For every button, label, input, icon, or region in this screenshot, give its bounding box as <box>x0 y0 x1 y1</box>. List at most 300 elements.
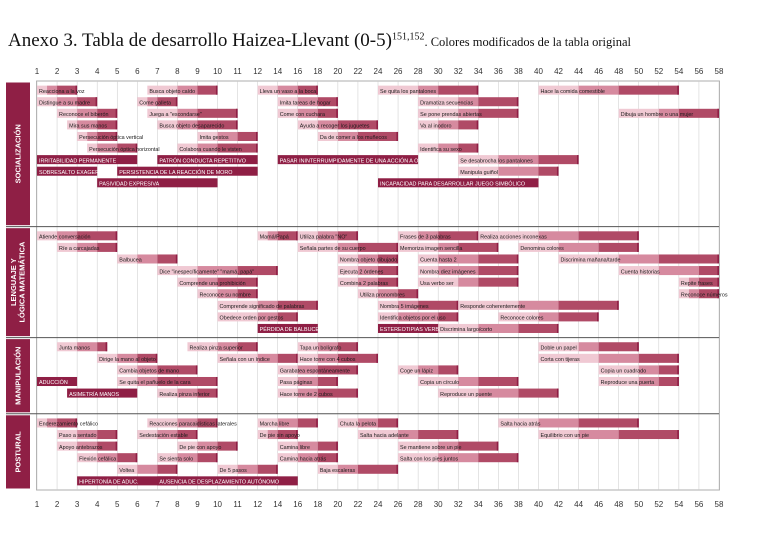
x-tick-label-bottom: 5 <box>115 500 120 509</box>
milestone-label: Copia un cuadrado <box>600 368 647 375</box>
milestone-end-marker <box>336 442 338 451</box>
x-tick-label-top: 2 <box>54 67 60 76</box>
x-tick-label-top: 12 <box>253 67 263 76</box>
milestone-band <box>97 243 117 252</box>
milestone-band <box>458 377 478 386</box>
milestone-end-marker <box>557 324 559 333</box>
x-tick-label-top: 46 <box>594 67 604 76</box>
x-tick-label-bottom: 50 <box>634 500 644 509</box>
milestone-label: Imita gestos <box>199 135 229 142</box>
milestone-band <box>197 453 217 462</box>
alarm-label: INCAPACIDAD PARA DESARROLLAR JUEGO SIMBÓLICO <box>380 181 526 188</box>
milestone-end-marker <box>557 167 559 176</box>
milestone-label: Nombra 5 imágenes <box>380 304 429 311</box>
alarm-label: PERSISTENCIA DE LA REACCIÓN DE MORO <box>119 169 233 176</box>
milestone-end-marker <box>677 430 679 439</box>
milestone-band <box>238 132 258 141</box>
milestone-end-marker <box>156 354 158 363</box>
milestone-end-marker <box>256 132 258 141</box>
milestone-band <box>659 266 699 275</box>
milestone-label: Chuta la pelota <box>339 421 377 428</box>
milestone-end-marker <box>637 342 639 351</box>
x-tick-label-bottom: 42 <box>554 500 563 509</box>
milestone-band <box>197 109 237 118</box>
milestone-end-marker <box>316 418 318 427</box>
milestone-label: Usa verbo ser <box>420 280 454 287</box>
milestone-end-marker <box>216 453 218 462</box>
x-tick-label-bottom: 36 <box>493 500 503 509</box>
section-label-line: MANIPULACIÓN <box>13 346 23 405</box>
milestone-band <box>478 377 518 386</box>
milestone-band <box>318 377 338 386</box>
milestone-label: Reconoce colores <box>500 315 544 322</box>
x-tick-label-bottom: 40 <box>534 500 543 509</box>
milestone-label: Reproduce un puente <box>440 391 493 398</box>
milestone-end-marker <box>376 120 378 129</box>
milestone-label: De 5 pasos <box>219 467 247 474</box>
milestone-band <box>498 167 538 176</box>
milestone-label: Utiliza pronombres <box>359 292 405 299</box>
milestone-band <box>318 442 338 451</box>
milestone-end-marker <box>457 365 459 374</box>
x-tick-label-bottom: 7 <box>155 500 160 509</box>
x-tick-label-bottom: 32 <box>453 500 463 509</box>
milestone-label: Tapa un bolígrafo <box>299 345 342 352</box>
milestone-end-marker <box>517 377 519 386</box>
milestone-band <box>478 109 518 118</box>
milestone-label: Combina 2 palabras <box>339 280 389 287</box>
x-tick-label-top: 50 <box>634 67 644 76</box>
x-tick-label-bottom: 12 <box>253 500 263 509</box>
milestone-end-marker <box>477 144 479 153</box>
milestone-band <box>478 266 518 275</box>
x-tick-label-top: 52 <box>654 67 664 76</box>
milestone-label: Comprende significado de palabras <box>219 304 305 311</box>
milestone-end-marker <box>617 301 619 310</box>
x-tick-label-bottom: 1 <box>34 500 40 509</box>
x-tick-label-top: 8 <box>175 67 180 76</box>
milestone-label: Salta hacia atrás <box>500 421 541 428</box>
alarm-label: AUSENCIA DE DESPLAZAMIENTO AUTÓNOMO <box>159 479 280 486</box>
milestone-label: Salta hacia adelante <box>359 433 409 440</box>
milestone-end-marker <box>457 430 459 439</box>
milestone-end-marker <box>276 465 278 474</box>
milestone-band <box>478 278 518 287</box>
milestone-label: Se pone prendas abiertas <box>420 112 482 119</box>
milestone-band <box>538 155 578 164</box>
milestone-label: Cuenta historias <box>620 269 660 276</box>
milestone-end-marker <box>557 389 559 398</box>
milestone-end-marker <box>677 86 679 95</box>
milestone-label: Se desabrocha los pantalones <box>460 158 533 165</box>
milestone-band <box>137 465 157 474</box>
milestone-end-marker <box>176 465 178 474</box>
x-tick-label-top: 36 <box>493 67 503 76</box>
x-tick-label-bottom: 26 <box>393 500 403 509</box>
milestone-end-marker <box>336 453 338 462</box>
milestone-end-marker <box>336 109 338 118</box>
milestone-label: Discrimina mañana/tarde <box>560 257 621 264</box>
milestone-band <box>599 354 639 363</box>
milestone-band <box>458 442 498 451</box>
milestone-end-marker <box>717 254 719 263</box>
milestone-band <box>298 418 318 427</box>
milestone-end-marker <box>276 266 278 275</box>
x-tick-label-bottom: 16 <box>293 500 303 509</box>
milestone-band <box>197 86 217 95</box>
milestone-label: Imita tareas de hogar <box>279 100 331 107</box>
milestone-end-marker <box>717 278 719 287</box>
alarm-label: ADUCCIÓN <box>39 380 68 387</box>
milestone-band <box>579 231 639 240</box>
milestone-band <box>518 324 558 333</box>
milestone-label: Nombra diez imágenes <box>420 269 476 276</box>
milestone-label: Reconoce números <box>680 292 728 299</box>
milestone-end-marker <box>316 301 318 310</box>
alarm-label: ASIMETRÍA MANOS <box>69 391 120 398</box>
milestone-band <box>478 254 518 263</box>
x-tick-label-top: 18 <box>313 67 323 76</box>
milestone-end-marker <box>116 109 118 118</box>
milestone-label: Reproduce una puerta <box>600 380 655 387</box>
milestone-end-marker <box>517 266 519 275</box>
milestone-label: Paso a sentado <box>59 433 97 440</box>
x-tick-label-bottom: 20 <box>333 500 343 509</box>
milestone-label: Mira sus manos <box>69 123 108 130</box>
x-tick-label-top: 32 <box>453 67 463 76</box>
milestone-end-marker <box>517 278 519 287</box>
milestone-end-marker <box>717 109 719 118</box>
milestone-label: Señala partes de su cuerpo <box>299 246 366 253</box>
milestone-label: Se quita los pantalones <box>380 88 437 95</box>
milestone-end-marker <box>236 120 238 129</box>
milestone-label: Denomina colores <box>520 246 564 253</box>
milestone-label: Persecución óptica horizontal <box>89 146 160 153</box>
x-tick-label-bottom: 58 <box>714 500 724 509</box>
milestone-band <box>458 243 498 252</box>
milestone-label: Da de comer a los muñecos <box>319 135 387 142</box>
milestone-end-marker <box>717 266 719 275</box>
milestone-label: Identifica objetos por el uso <box>380 315 446 322</box>
milestone-band <box>478 453 518 462</box>
milestone-band <box>97 430 117 439</box>
milestone-label: Realiza pinza inferior <box>159 391 210 398</box>
x-tick-label-top: 44 <box>574 67 584 76</box>
milestone-band <box>559 243 599 252</box>
milestone-label: Ríe a carcajadas <box>59 246 100 253</box>
milestone-end-marker <box>517 97 519 106</box>
milestone-band <box>258 465 278 474</box>
x-tick-label-top: 26 <box>393 67 403 76</box>
section-label-line: POSTURAL <box>13 431 23 473</box>
milestone-label: Colabora cuando le visten <box>179 146 242 153</box>
milestone-end-marker <box>96 97 98 106</box>
milestone-end-marker <box>356 365 358 374</box>
x-tick-label-bottom: 11 <box>233 500 242 509</box>
milestone-label: Hace la comida comestible <box>540 88 605 95</box>
milestone-label: Va al inodoro <box>420 123 452 130</box>
x-tick-label-bottom: 30 <box>433 500 443 509</box>
milestone-label: Dice "inespecíficamente" "mamá, papá" <box>159 269 255 276</box>
alarm-label: SOBRESALTO EXAGERADO <box>39 169 111 176</box>
x-tick-label-top: 38 <box>513 67 523 76</box>
x-tick-label-bottom: 18 <box>313 500 323 509</box>
milestone-label: Identifica su sexo <box>420 146 462 153</box>
x-tick-label-top: 3 <box>74 67 80 76</box>
x-tick-label-bottom: 52 <box>654 500 664 509</box>
milestone-end-marker <box>356 342 358 351</box>
milestone-label: Lleva un vaso a la boca <box>259 88 317 95</box>
milestone-label: Dramatiza secuencias <box>420 100 474 107</box>
section-label <box>14 347 23 405</box>
milestone-end-marker <box>216 377 218 386</box>
milestone-end-marker <box>677 365 679 374</box>
x-tick-label-bottom: 8 <box>175 500 180 509</box>
milestone-end-marker <box>497 442 499 451</box>
milestone-label: Junta manos <box>59 345 90 352</box>
x-tick-label-top: 1 <box>34 67 40 76</box>
milestone-label: Sedestación estable <box>139 433 188 440</box>
milestone-end-marker <box>116 442 118 451</box>
milestone-end-marker <box>396 465 398 474</box>
milestone-band <box>518 389 558 398</box>
milestone-label: Señala con un índice <box>219 357 270 364</box>
milestone-end-marker <box>396 243 398 252</box>
milestone-end-marker <box>457 312 459 321</box>
x-tick-label-top: 34 <box>473 67 483 76</box>
x-tick-label-bottom: 38 <box>513 500 523 509</box>
milestone-label: Cambia objetos de mano <box>119 368 180 375</box>
x-tick-label-bottom: 28 <box>413 500 423 509</box>
milestone-label: Equilibrio con un pie <box>540 433 590 440</box>
milestone-label: Corta con tijeras <box>540 357 580 364</box>
x-tick-label-bottom: 6 <box>135 500 140 509</box>
milestone-band <box>278 354 298 363</box>
x-tick-label-top: 48 <box>614 67 624 76</box>
x-tick-label-bottom: 2 <box>54 500 60 509</box>
milestone-label: Atiende conversación <box>39 234 91 241</box>
milestone-end-marker <box>116 231 118 240</box>
milestone-label: Camina hacia atrás <box>279 456 327 463</box>
alarm-label: PÉRDIDA DE BALBUCEO <box>259 327 324 334</box>
milestone-end-marker <box>376 354 378 363</box>
milestone-label: Persecución óptica vertical <box>79 135 144 142</box>
x-tick-label-bottom: 4 <box>94 500 100 509</box>
milestone-band <box>157 254 177 263</box>
x-tick-label-top: 16 <box>293 67 303 76</box>
milestone-label: Comprende una prohibición <box>179 280 246 287</box>
milestone-label: Camina libre <box>279 444 310 451</box>
milestone-label: Discrimina largo/corto <box>440 327 493 334</box>
x-tick-label-bottom: 10 <box>213 500 222 509</box>
milestone-label: Reacciones paracaidísticas laterales <box>149 421 237 428</box>
milestone-band <box>538 167 558 176</box>
milestone-end-marker <box>597 312 599 321</box>
milestone-label: Juega a "escondarse" <box>149 112 202 119</box>
milestone-label: Manipula guiñol <box>460 169 499 176</box>
milestone-band <box>458 278 478 287</box>
milestone-end-marker <box>236 109 238 118</box>
milestone-end-marker <box>296 312 298 321</box>
milestone-band <box>699 266 719 275</box>
milestone-end-marker <box>196 365 198 374</box>
milestone-end-marker <box>637 231 639 240</box>
milestone-label: Salta con los pies juntos <box>400 456 459 463</box>
milestone-end-marker <box>477 120 479 129</box>
milestone-label: Reconoce el biberón <box>59 112 109 119</box>
milestone-label: Nombra objeto dibujado <box>339 257 398 264</box>
x-tick-label-top: 10 <box>213 67 222 76</box>
milestone-label: Apoyo antebrazos <box>59 444 103 451</box>
milestone-label: Ayuda a recoger los juguetes <box>299 123 370 130</box>
milestone-end-marker <box>356 389 358 398</box>
alarm-label: HIPERTONÍA DE ADUC. <box>79 479 139 486</box>
milestone-end-marker <box>116 243 118 252</box>
x-tick-label-bottom: 9 <box>195 500 200 509</box>
alarm-label: PATRÓN CONDUCTA REPETITIVO <box>159 158 246 165</box>
x-tick-label-top: 42 <box>554 67 563 76</box>
x-tick-label-top: 5 <box>115 67 120 76</box>
milestone-label: Distingue a su madre <box>39 100 90 107</box>
milestone-end-marker <box>176 254 178 263</box>
milestone-end-marker <box>497 243 499 252</box>
x-tick-label-top: 28 <box>413 67 423 76</box>
x-tick-label-top: 14 <box>273 67 283 76</box>
milestone-end-marker <box>396 278 398 287</box>
milestone-label: Realiza acciones inconexas <box>480 234 547 241</box>
milestone-band <box>639 354 679 363</box>
milestone-label: Obedece orden por gestos <box>219 315 284 322</box>
x-tick-label-top: 58 <box>714 67 724 76</box>
section-label <box>14 124 23 183</box>
milestone-end-marker <box>336 377 338 386</box>
milestone-label: Come galleta <box>139 100 172 107</box>
milestone-label: Repite frases <box>680 280 713 287</box>
x-tick-label-top: 22 <box>353 67 363 76</box>
milestone-end-marker <box>677 354 679 363</box>
milestone-end-marker <box>256 342 258 351</box>
milestone-end-marker <box>216 389 218 398</box>
milestone-label: Ejecuta 2 órdenes <box>339 269 384 276</box>
milestone-end-marker <box>116 430 118 439</box>
milestone-band <box>438 86 478 95</box>
milestone-end-marker <box>256 278 258 287</box>
milestone-end-marker <box>396 266 398 275</box>
x-tick-label-bottom: 24 <box>373 500 383 509</box>
milestone-band <box>579 418 639 427</box>
milestone-label: De pie sin apoyo <box>259 433 300 440</box>
milestone-label: Hace torre con 4 cubos <box>299 357 356 364</box>
milestone-band <box>579 342 599 351</box>
x-tick-label-bottom: 48 <box>614 500 624 509</box>
milestone-end-marker <box>256 144 258 153</box>
milestone-label: Dibuja un hombre o una mujer <box>620 112 694 119</box>
x-tick-label-bottom: 56 <box>694 500 704 509</box>
milestone-label: Se quita el pañuelo de la cara <box>119 380 191 387</box>
milestone-label: Busca objeto desaparecido <box>159 123 225 130</box>
milestone-label: Balbucea <box>119 257 142 264</box>
milestone-label: Utiliza palabra "NO" <box>299 234 348 241</box>
x-tick-label-bottom: 14 <box>273 500 283 509</box>
milestone-label: Doble un papel <box>540 345 577 352</box>
milestone-band <box>659 254 719 263</box>
milestone-label: Baja escaleras <box>319 467 356 474</box>
milestone-end-marker <box>136 453 138 462</box>
milestone-end-marker <box>296 231 298 240</box>
alarm-label: ESTEREOTIPIAS VERB. <box>380 327 441 334</box>
section-label-line: LENGUAJE Y <box>9 258 18 307</box>
x-tick-label-top: 40 <box>534 67 543 76</box>
milestone-end-marker <box>216 86 218 95</box>
milestone-end-marker <box>236 442 238 451</box>
milestone-band <box>619 254 659 263</box>
title-main: Anexo 3. Tabla de desarrollo Haizea-Llevant (0-5) <box>8 30 392 51</box>
milestone-band <box>599 243 639 252</box>
milestone-end-marker <box>517 453 519 462</box>
milestone-end-marker <box>457 301 459 310</box>
milestone-end-marker <box>176 97 178 106</box>
milestone-band <box>619 86 679 95</box>
milestone-band <box>659 377 679 386</box>
milestone-label: Come con cuchara <box>279 112 325 119</box>
milestone-label: De pie con apoyo <box>179 444 222 451</box>
milestone-band <box>117 453 137 462</box>
milestone-end-marker <box>256 289 258 298</box>
milestone-band <box>619 430 679 439</box>
x-tick-label-top: 11 <box>233 67 242 76</box>
milestone-label: Responde coherentemente <box>460 304 526 311</box>
alarm-label: PASIVIDAD EXPRESIVA <box>99 181 160 188</box>
milestone-end-marker <box>396 418 398 427</box>
x-tick-label-bottom: 22 <box>353 500 363 509</box>
milestone-label: Frases de 3 palabras <box>400 234 451 241</box>
milestone-label: Memoriza imagen sencilla <box>400 246 463 253</box>
milestone-end-marker <box>396 132 398 141</box>
milestone-end-marker <box>196 430 198 439</box>
milestone-end-marker <box>677 377 679 386</box>
x-tick-label-bottom: 44 <box>574 500 584 509</box>
milestone-label: Copia un círculo <box>420 380 460 387</box>
milestone-label: Hace torre de 2 cubos <box>279 391 333 398</box>
milestone-band <box>418 430 458 439</box>
section-label-line: SOCIALIZACIÓN <box>13 124 23 184</box>
milestone-label: Coge un lápiz <box>400 368 434 375</box>
milestone-end-marker <box>356 231 358 240</box>
milestone-end-marker <box>417 289 419 298</box>
milestone-label: Flexión cefálica <box>79 456 117 463</box>
milestone-label: Busca objeto caído <box>149 88 196 95</box>
milestone-end-marker <box>517 109 519 118</box>
x-tick-label-bottom: 34 <box>473 500 483 509</box>
milestone-label: Mamá/Papá <box>259 234 289 241</box>
title-note: . Colores modificados de la tabla original <box>424 35 632 49</box>
milestone-band <box>157 465 177 474</box>
milestone-label: Dirige la mano al objeto <box>99 357 156 364</box>
x-tick-label-top: 9 <box>195 67 200 76</box>
x-tick-label-top: 7 <box>155 67 160 76</box>
milestone-end-marker <box>477 86 479 95</box>
milestone-label: Marcha libre <box>259 421 290 428</box>
milestone-label: Realiza pinza superior <box>189 345 243 352</box>
x-tick-label-top: 20 <box>333 67 343 76</box>
x-tick-label-top: 6 <box>135 67 140 76</box>
milestone-end-marker <box>477 231 479 240</box>
milestone-label: Voltea <box>119 467 135 474</box>
title-superscript: 151,152 <box>391 31 425 43</box>
milestone-end-marker <box>637 243 639 252</box>
milestone-end-marker <box>106 342 108 351</box>
milestone-end-marker <box>296 354 298 363</box>
